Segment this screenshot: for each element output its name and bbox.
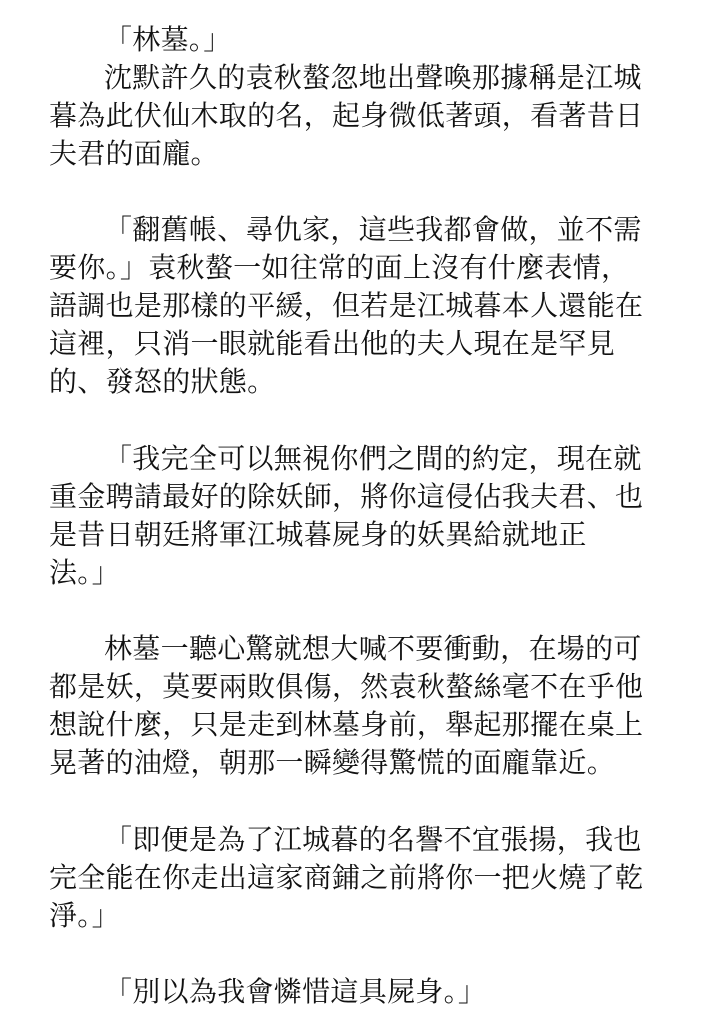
text-line: 淨。」 — [49, 899, 120, 932]
text-line: 的、發怒的狀態。 — [49, 365, 276, 398]
text-line: 暮為此伏仙木取的名，起身微低著頭，看著昔日 — [49, 99, 644, 132]
text-line: 這裡，只消一眼就能看出他的夫人現在是罕見 — [49, 327, 616, 360]
text-line: 「我完全可以無視你們之間的約定，現在就 — [104, 442, 642, 475]
text-line: 完全能在你走出這家商鋪之前將你一把火燒了乾 — [49, 861, 644, 894]
text-line: 都是妖，莫要兩敗俱傷，然袁秋螯絲毫不在乎他 — [49, 670, 644, 703]
text-line: 沈默許久的袁秋螯忽地出聲喚那據稱是江城 — [104, 61, 642, 94]
text-line: 晃著的油燈，朝那一瞬變得驚慌的面龐靠近。 — [49, 746, 616, 779]
text-line: 林墓一聽心驚就想大喊不要衝動，在場的可 — [104, 632, 642, 665]
text-line: 語調也是那樣的平緩，但若是江城暮本人還能在 — [49, 289, 644, 322]
text-line: 「別以為我會憐惜這具屍身。」 — [104, 975, 487, 1008]
text-line: 想說什麼，只是走到林墓身前，舉起那擺在桌上 — [49, 708, 644, 741]
text-line: 要你。」袁秋螯一如往常的面上沒有什麼表情， — [49, 251, 630, 284]
text-line: 重金聘請最好的除妖師，將你這侵佔我夫君、也 — [49, 480, 644, 513]
text-line: 法。」 — [49, 556, 120, 589]
text-line: 夫君的面龐。 — [49, 137, 219, 170]
text-line: 「翻舊帳、尋仇家，這些我都會做，並不需 — [104, 213, 642, 246]
text-line: 「林墓。」 — [104, 23, 232, 56]
text-line: 「即便是為了江城暮的名譽不宜張揚，我也 — [104, 823, 642, 856]
text-line: 是昔日朝廷將軍江城暮屍身的妖異給就地正 — [49, 518, 587, 551]
